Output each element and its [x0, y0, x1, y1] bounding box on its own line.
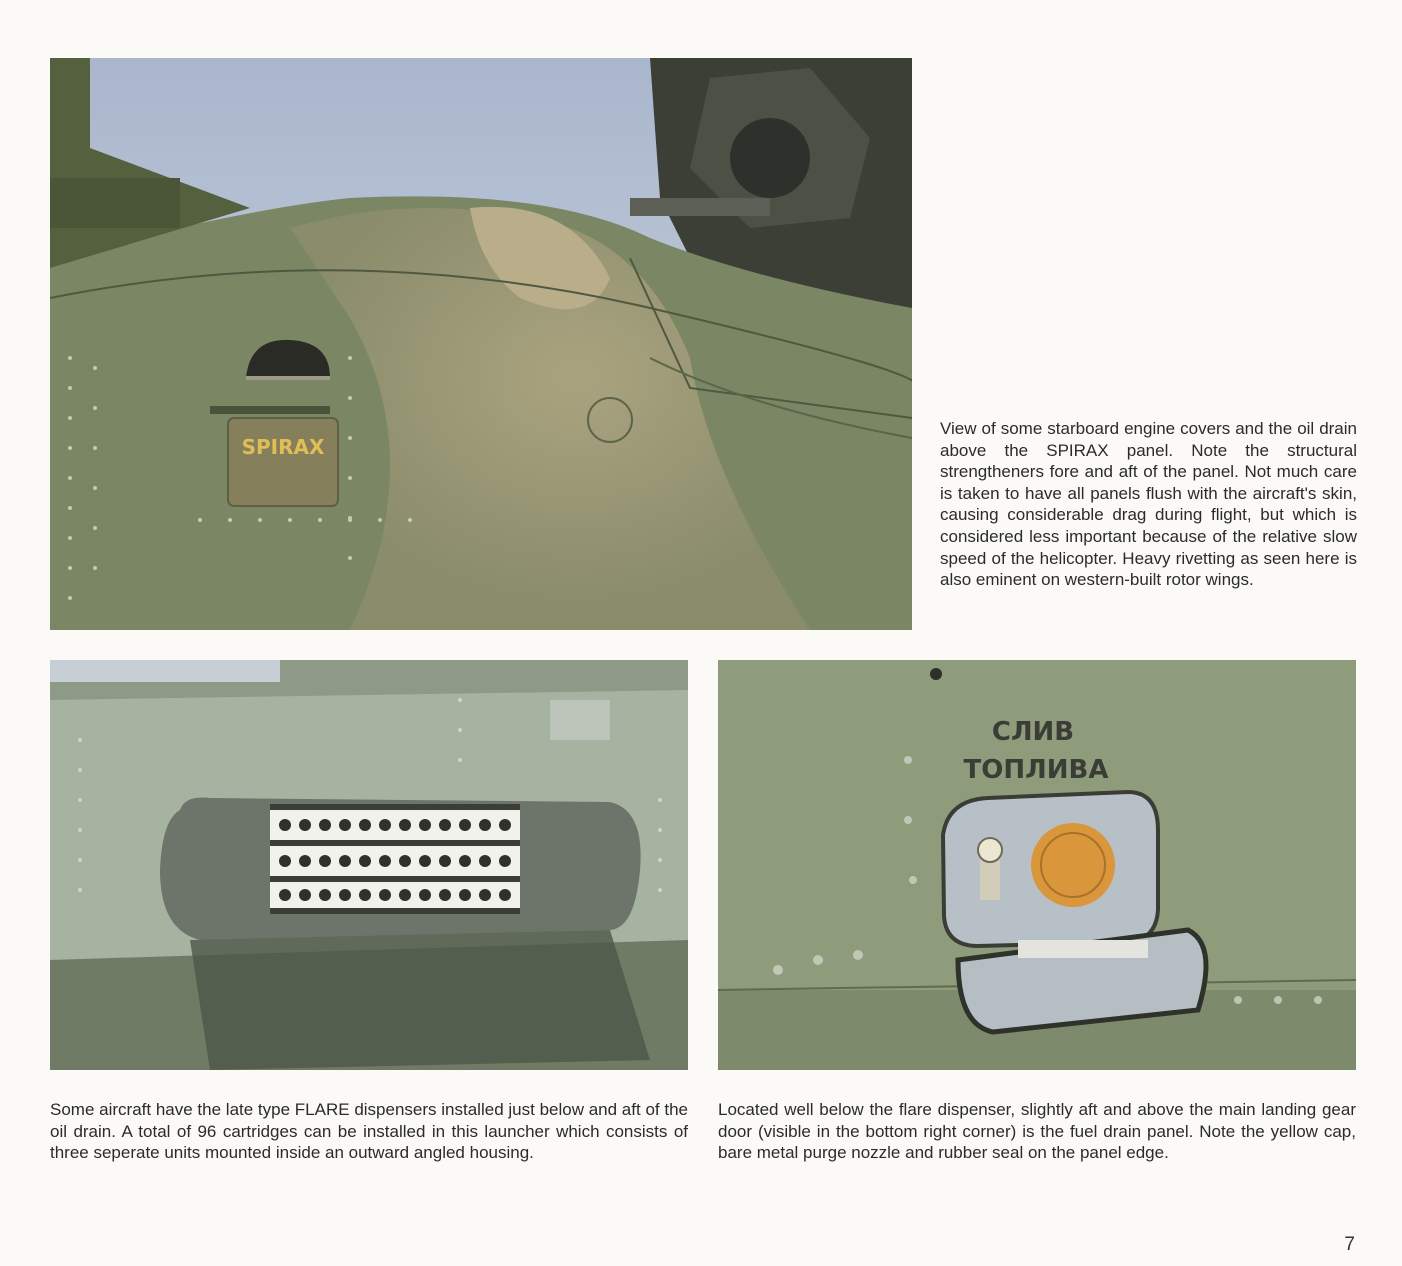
photo-fuel-drain [718, 660, 1356, 1070]
fuel-drain-stencil-line1: СЛИВ [991, 717, 1075, 747]
page-number: 7 [1344, 1234, 1355, 1255]
caption-engine-covers: View of some starboard engine covers and the oil drain above the SPIRAX panel. Note the structural strengtheners fore and aft of the panel. Not much care is taken to have all panels flush with the aircraft's skin, causing considerable drag during flight, but which is considered less important because of the relative slow speed of the helicopter. Heavy rivetting as seen here is also eminent on western-built rotor wings. [940, 419, 1357, 590]
photo-engine-covers [50, 58, 912, 630]
caption-fuel-drain: Located well below the flare dispenser, slightly aft and above the main landing gear door (visible in the bottom right corner) is the fuel drain panel. Note the yellow cap, bare metal purge nozzle and rubber seal on the panel edge. [718, 1100, 1356, 1163]
spirax-stencil: SPIRAX [241, 435, 325, 459]
fuel-drain-stencil-line2: ТОПЛИВА [963, 755, 1109, 785]
flare-dispenser-illustration [50, 660, 688, 1070]
engine-covers-illustration [50, 58, 912, 630]
caption-flare-dispenser: Some aircraft have the late type FLARE dispensers installed just below and aft of the oil drain. A total of 96 cartridges can be installed in this launcher which consists of three seperate units mounted inside an outward angled housing. [50, 1100, 688, 1163]
photo-flare-dispenser [50, 660, 688, 1070]
fuel-drain-illustration [718, 660, 1356, 1070]
